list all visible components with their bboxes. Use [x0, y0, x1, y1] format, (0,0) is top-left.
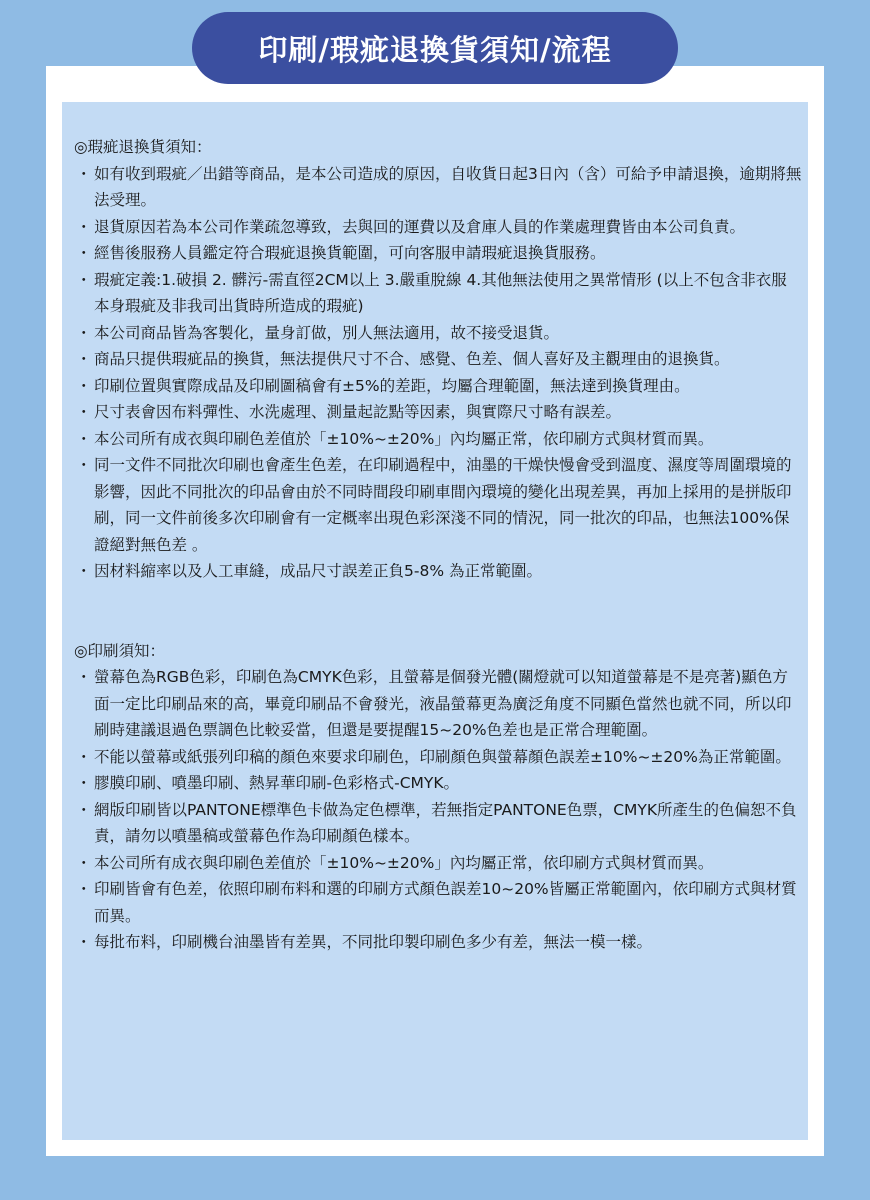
- list-item: ・ 螢幕色為RGB色彩，印刷色為CMYK色彩，且螢幕是個發光體(關燈就可以知道螢幕是不是亮著)顯色方面一定比印刷品來的高，畢竟印刷品不會發光，液晶螢幕更為廣泛角度不同顯色當然也就不同，所以印刷時建議退過色票調色比較妥當，但還是要提醒15~20%色差也是正常合理範圍。: [76, 668, 792, 739]
- list-item: ・ 同一文件不同批次印刷也會產生色差，在印刷過程中，油墨的干燥快慢會受到溫度、濕度等周圍環境的影響，因此不同批次的印品會由於不同時間段印刷車間內環境的變化出現差異，再加上採用的是拼版印刷，同一文件前後多次印刷會有一定概率出現色彩深淺不同的情況，同一批次的印品，也無法100%保證絕對無色差 。: [76, 456, 792, 554]
- list-item: ・ 印刷位置與實際成品及印刷圖稿會有±5%的差距，均屬合理範圍，無法達到換貨理由。: [76, 376, 690, 395]
- list-item-text: 本公司商品皆為客製化，量身訂做，別人無法適用，故不接受退貨。: [94, 323, 560, 342]
- list-item: ・ 如有收到瑕疵／出錯等商品，是本公司造成的原因，自收貨日起3日內（含）可給予申請退換，逾期將無法受理。: [76, 164, 802, 209]
- list-item: ・ 商品只提供瑕疵品的換貨，無法提供尺寸不合、感覺、色差、個人喜好及主觀理由的退換貨。: [76, 350, 730, 368]
- list-item-text: 印刷皆會有色差，依照印刷布料和選的印刷方式顏色誤差10~20%皆屬正常範圍內，依印刷方式與材質而異。: [94, 880, 797, 925]
- section-heading: ◎印刷須知：: [74, 641, 166, 660]
- list-item-text: 退貨原因若為本公司作業疏忽導致，去與回的運費以及倉庫人員的作業處理費皆由本公司負責。: [94, 217, 746, 236]
- list-item: ・ 本公司商品皆為客製化，量身訂做，別人無法適用，故不接受退貨。: [76, 323, 560, 342]
- list-item: ・ 因材料縮率以及人工車縫，成品尺寸誤差正負5-8% 為正常範圍。: [76, 562, 542, 580]
- list-item: ・ 膠膜印刷、噴墨印刷、熱昇華印刷-色彩格式-CMYK。: [76, 774, 460, 792]
- list-item: ・ 本公司所有成衣與印刷色差值於「±10%~±20%」內均屬正常，依印刷方式與材質而異。: [76, 429, 714, 448]
- list-item-text: 因材料縮率以及人工車縫，成品尺寸誤差正負5-8% 為正常範圍。: [94, 562, 542, 580]
- list-item: ・ 退貨原因若為本公司作業疏忽導致，去與回的運費以及倉庫人員的作業處理費皆由本公司負責。: [76, 217, 746, 236]
- list-item-text: 每批布料，印刷機台油墨皆有差異，不同批印製印刷色多少有差，無法一模一樣。: [94, 933, 653, 951]
- list-item: ・ 經售後服務人員鑑定符合瑕疵退換貨範圍，可向客服申請瑕疵退換貨服務。: [76, 244, 606, 262]
- list-item: ・ 瑕疵定義:1.破損 2. 髒污-需直徑2CM以上 3.嚴重脫線 4.其他無法使用之異常情形 (以上不包含非衣服本身瑕疵及非我司出貨時所造成的瑕疵): [76, 270, 787, 315]
- list-item-text: 尺寸表會因布料彈性、水洗處理、測量起訖點等因素，與實際尺寸略有誤差。: [94, 403, 622, 421]
- list-item-text: 本公司所有成衣與印刷色差值於「±10%~±20%」內均屬正常，依印刷方式與材質而異。: [94, 429, 714, 448]
- list-item: ・ 每批布料，印刷機台油墨皆有差異，不同批印製印刷色多少有差，無法一模一樣。: [76, 933, 653, 951]
- list-item-text: 螢幕色為RGB色彩，印刷色為CMYK色彩，且螢幕是個發光體(關燈就可以知道螢幕是不是亮著)顯色方面一定比印刷品來的高，畢竟印刷品不會發光，液晶螢幕更為廣泛角度不同顯色當然也就不同，所以印刷時建議退過色票調色比較妥當，但還是要提醒15~20%色差也是正常合理範圍。: [94, 668, 792, 739]
- list-item: ・ 本公司所有成衣與印刷色差值於「±10%~±20%」內均屬正常，依印刷方式與材質而異。: [76, 853, 714, 872]
- list-item-text: 商品只提供瑕疵品的換貨，無法提供尺寸不合、感覺、色差、個人喜好及主觀理由的退換貨。: [94, 350, 730, 368]
- section-printing-notice: [72, 638, 802, 956]
- page-title: 印刷/瑕疵退換貨須知/流程: [192, 12, 678, 84]
- list-item: ・ 尺寸表會因布料彈性、水洗處理、測量起訖點等因素，與實際尺寸略有誤差。: [76, 403, 622, 421]
- list-item-text: 膠膜印刷、噴墨印刷、熱昇華印刷-色彩格式-CMYK。: [94, 774, 460, 792]
- section-spacer: [72, 585, 802, 638]
- notice-content: [72, 134, 802, 956]
- list-item-text: 經售後服務人員鑑定符合瑕疵退換貨範圍，可向客服申請瑕疵退換貨服務。: [94, 244, 606, 262]
- list-item: ・ 不能以螢幕或紙張列印稿的顏色來要求印刷色，印刷顏色與螢幕顏色誤差±10%~±20%為正常範圍。: [76, 747, 791, 766]
- printing-notice-list: [72, 664, 802, 956]
- section-return-policy: [72, 134, 802, 585]
- list-item-text: 印刷位置與實際成品及印刷圖稿會有±5%的差距，均屬合理範圍，無法達到換貨理由。: [94, 376, 690, 395]
- list-item-text: 網版印刷皆以PANTONE標準色卡做為定色標準，若無指定PANTONE色票，CMYK所產生的色偏恕不負責，請勿以噴墨稿或螢幕色作為印刷顏色樣本。: [94, 800, 797, 845]
- list-item: ・ 網版印刷皆以PANTONE標準色卡做為定色標準，若無指定PANTONE色票，CMYK所產生的色偏恕不負責，請勿以噴墨稿或螢幕色作為印刷顏色樣本。: [76, 800, 797, 845]
- list-item-text: 如有收到瑕疵／出錯等商品，是本公司造成的原因，自收貨日起3日內（含）可給予申請退換，逾期將無法受理。: [94, 164, 802, 209]
- section-heading: ◎瑕疵退換貨須知：: [74, 138, 212, 156]
- list-item-text: 本公司所有成衣與印刷色差值於「±10%~±20%」內均屬正常，依印刷方式與材質而異。: [94, 853, 714, 872]
- list-item: ・ 印刷皆會有色差，依照印刷布料和選的印刷方式顏色誤差10~20%皆屬正常範圍內，依印刷方式與材質而異。: [76, 880, 797, 925]
- list-item-text: 瑕疵定義:1.破損 2. 髒污-需直徑2CM以上 3.嚴重脫線 4.其他無法使用之異常情形 (以上不包含非衣服本身瑕疵及非我司出貨時所造成的瑕疵): [94, 270, 787, 315]
- list-item-text: 不能以螢幕或紙張列印稿的顏色來要求印刷色，印刷顏色與螢幕顏色誤差±10%~±20%為正常範圍。: [94, 747, 791, 766]
- return-policy-list: [72, 161, 802, 585]
- list-item-text: 同一文件不同批次印刷也會產生色差，在印刷過程中，油墨的干燥快慢會受到溫度、濕度等周圍環境的影響，因此不同批次的印品會由於不同時間段印刷車間內環境的變化出現差異，再加上採用的是拼版印刷，同一文件前後多次印刷會有一定概率出現色彩深淺不同的情況，同一批次的印品，也無法100%保證絕對無色差 。: [94, 456, 792, 554]
